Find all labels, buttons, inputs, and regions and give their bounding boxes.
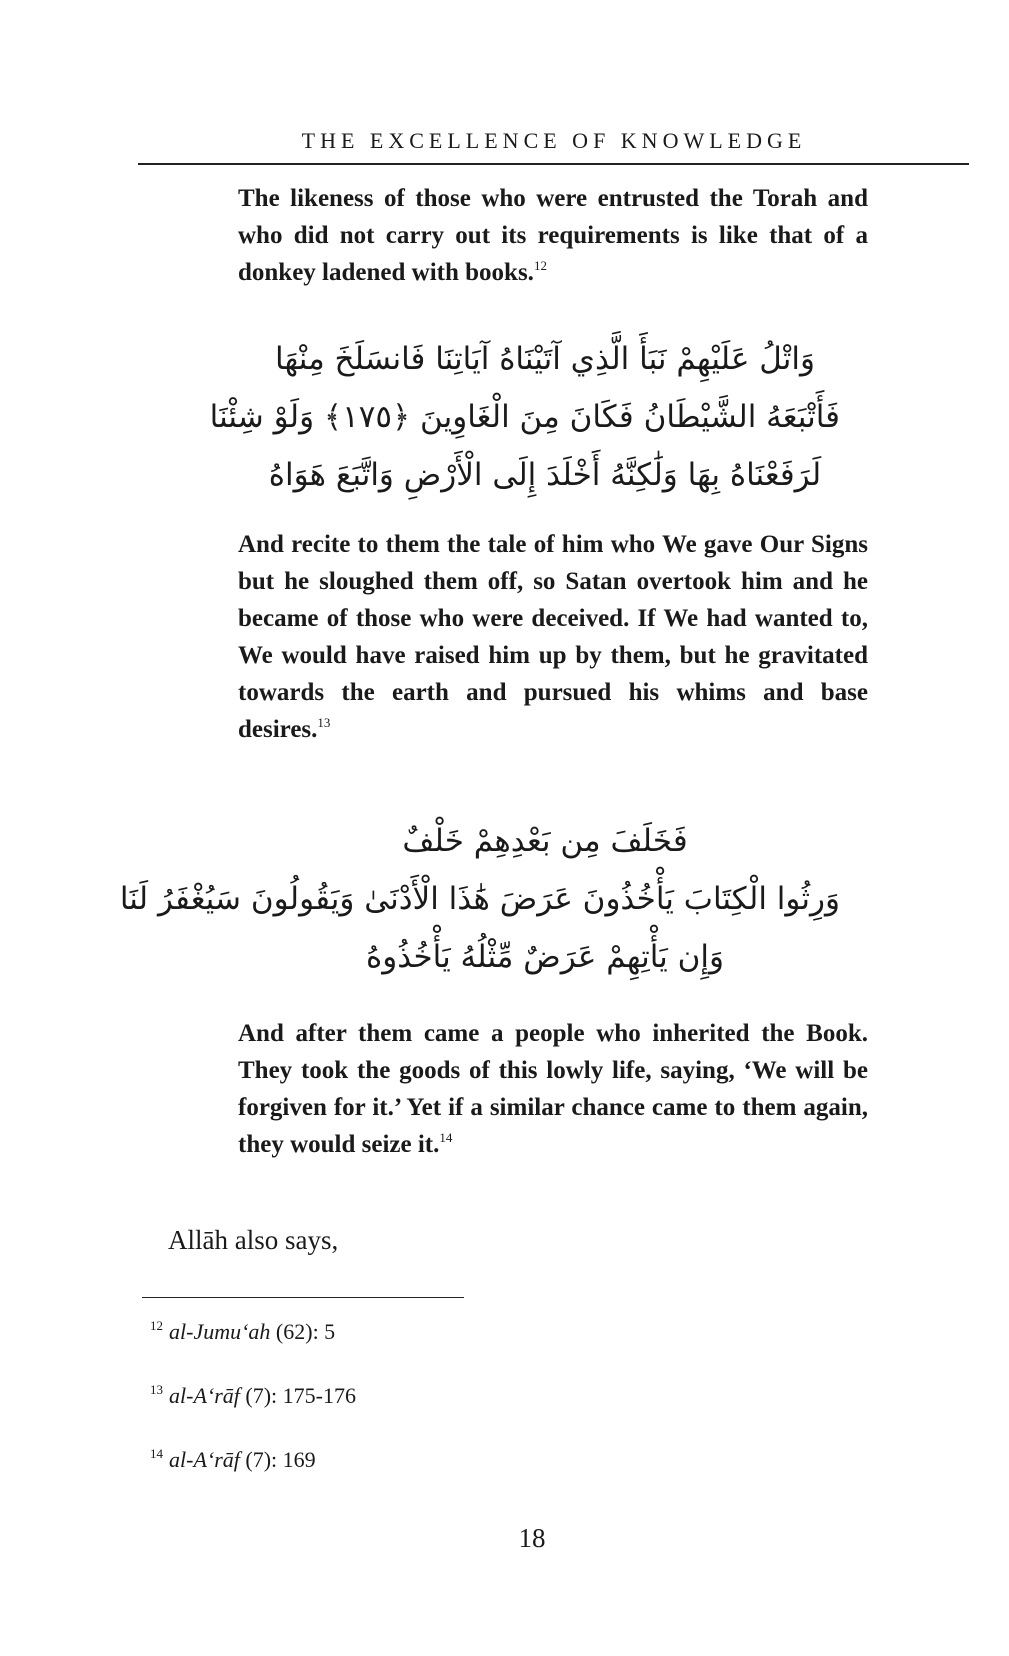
footnote-marker: 14 <box>439 1130 453 1145</box>
footnote-verse: (7): 169 <box>239 1447 316 1472</box>
arabic-line: لَرَفَعْنَاهُ بِهَا وَلَٰكِنَّهُ أَخْلَدَ إِلَى الْأَرْضِ وَاتَّبَعَ هَوَاهُ <box>268 457 822 493</box>
quote-text: The likeness of those who were entrusted the Torah and who did not carry out its requirements is like that of a donkey ladened with books. <box>238 185 868 286</box>
quote-sloughed-signs <box>238 526 868 748</box>
footnote-13 <box>150 1382 356 1409</box>
footnote-rule <box>142 1297 464 1298</box>
footnote-number: 14 <box>150 1446 163 1461</box>
arabic-verse-1 <box>209 330 840 504</box>
arabic-line: وَرِثُوا الْكِتَابَ يَأْخُذُونَ عَرَضَ هَٰذَا الْأَدْنَىٰ وَيَقُولُونَ سَيُغْفَرُ لَنَا <box>119 881 840 917</box>
footnote-number: 13 <box>150 1382 163 1397</box>
page-number: 18 <box>518 1523 546 1553</box>
arabic-line: فَخَلَفَ مِن بَعْدِهِمْ خَلْفٌ <box>402 823 688 859</box>
arabic-line: فَأَتْبَعَهُ الشَّيْطَانُ فَكَانَ مِنَ الْغَاوِينَ ﴿١٧٥﴾ وَلَوْ شِئْنَا <box>209 399 840 435</box>
footnote-marker: 12 <box>533 258 547 273</box>
quote-text: And after them came a people who inherited the Book. They took the goods of this lowly life, saying, ‘We will be forgiven for it.’ Yet if a similar chance came to them again, they would seize it. <box>238 1020 868 1158</box>
footnote-verse: (62): 5 <box>270 1319 336 1344</box>
arabic-line: وَإِن يَأْتِهِمْ عَرَضٌ مِّثْلُهُ يَأْخُذُوهُ <box>365 939 725 975</box>
footnote-surah: al-A‘rāf <box>169 1383 240 1408</box>
footnote-surah: al-Jumu‘ah <box>169 1319 271 1344</box>
footnote-marker: 13 <box>317 715 331 730</box>
footnote-14 <box>150 1446 316 1473</box>
footnote-surah: al-A‘rāf <box>169 1447 240 1472</box>
footnote-12 <box>150 1318 335 1345</box>
running-header: THE EXCELLENCE OF KNOWLEDGE <box>301 128 807 153</box>
quote-text: And recite to them the tale of him who We gave Our Signs but he sloughed them off, so Satan overtook him and he became of those who were deceived. If We had wanted to, We would have raised him up by them, but he gravitated towards the earth and pursued his whims and base desires. <box>238 531 868 743</box>
arabic-line: وَاتْلُ عَلَيْهِمْ نَبَأَ الَّذِي آتَيْنَاهُ آيَاتِنَا فَانسَلَخَ مِنْهَا <box>275 341 815 377</box>
body-paragraph: Allāh also says, <box>168 1225 339 1255</box>
arabic-verse-2 <box>119 812 840 986</box>
header-rule <box>138 163 969 165</box>
quote-inherited-book <box>238 1015 868 1163</box>
quote-donkey-books <box>238 180 868 291</box>
footnote-number: 12 <box>150 1318 163 1333</box>
footnote-verse: (7): 175-176 <box>239 1383 356 1408</box>
